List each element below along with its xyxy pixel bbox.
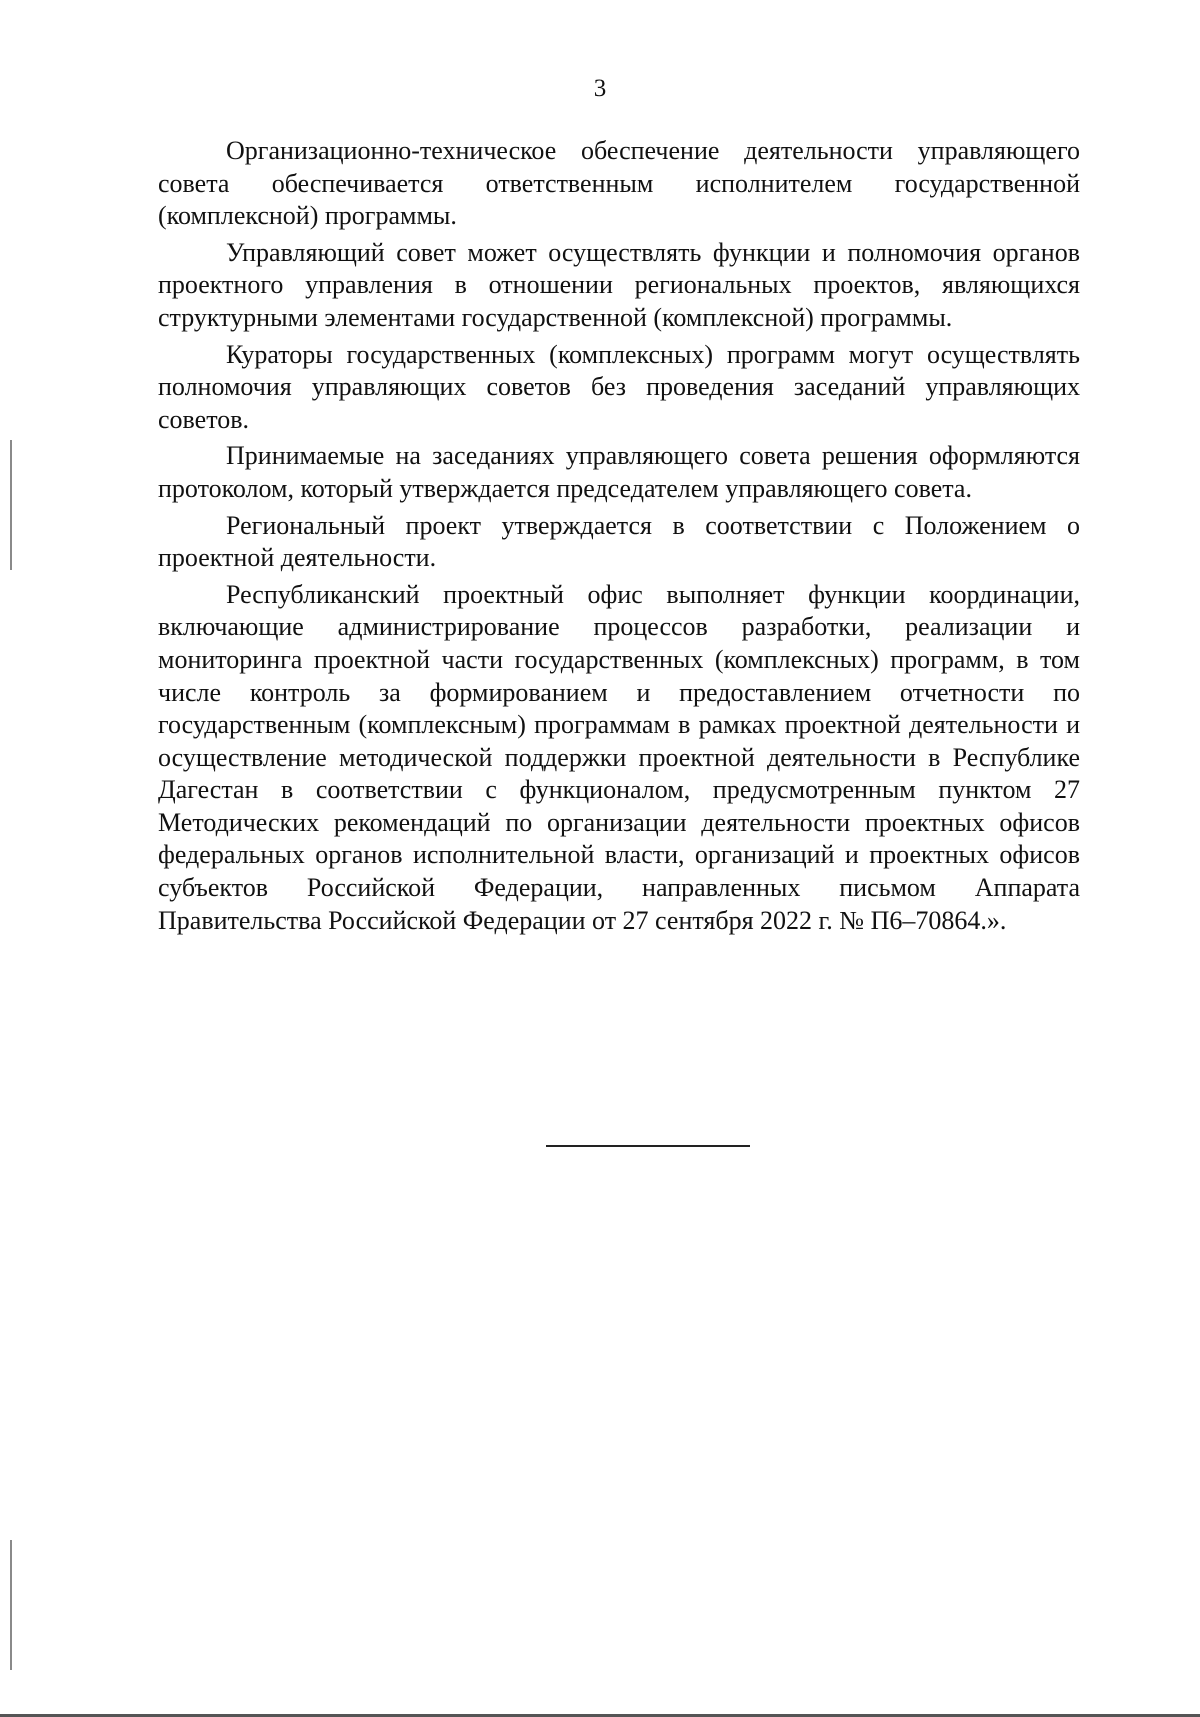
document-body (158, 135, 1080, 941)
paragraph-organizational-support: Организационно-техническое обеспечение деятельности управляющего совета обеспечивается ответственным исполнителем государственной (комплексной) программы. (158, 136, 1080, 231)
paragraph-council-functions: Управляющий совет может осуществлять функции и полномочия органов проектного управления в отношении региональных проектов, являющихся структурными элементами государственной (комплексной) программы. (158, 237, 1080, 332)
paragraph-project-office: Республиканский проектный офис выполняет функции координации, включающие администрирование процессов разработки, реализации и мониторинга проектной части государственных (комплексных) программ, в том числе контроль за формированием и предоставлением отчетности по государственным (комплексным) программам в рамках проектной деятельности и осуществление методической поддержки проектной деятельности в Республике Дагестан в соответствии с функционалом, предусмотренным пунктом 27 Методических рекомендаций по организации деятельности проектных офисов федеральных органов исполнительной власти, организаций и проектных офисов субъектов Российской Федерации, направленных письмом Аппарата Правительства Российской Федерации от 27 сентября 2022 г. № П6–70864.». (158, 579, 1080, 935)
end-of-document-divider (546, 1145, 750, 1147)
page-number: 3 (593, 75, 607, 102)
paragraph-curators: Кураторы государственных (комплексных) программ могут осуществлять полномочия управляющих советов без проведения заседаний управляющих советов. (158, 339, 1080, 434)
scan-edge-mark (10, 440, 12, 570)
paragraph-regional-project: Региональный проект утверждается в соответствии с Положением о проектной деятельности. (158, 510, 1080, 573)
paragraph-decisions-protocol: Принимаемые на заседаниях управляющего совета решения оформляются протоколом, который утверждается председателем управляющего совета. (158, 441, 1080, 503)
scan-edge-mark (10, 1540, 12, 1670)
